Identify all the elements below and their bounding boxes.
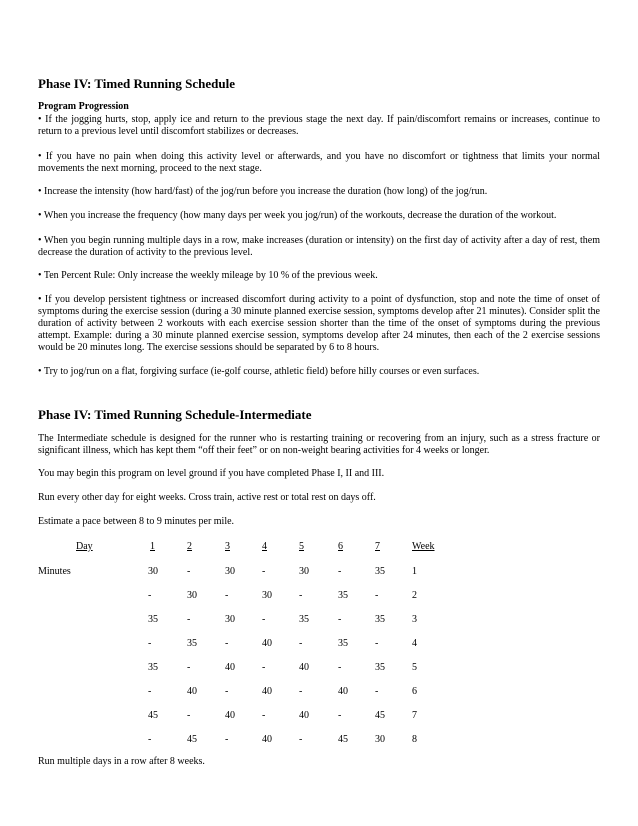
minutes-cell: -	[262, 710, 266, 721]
minutes-cell: 35	[375, 662, 385, 673]
bullet-3: • Increase the intensity (how hard/fast) of the jog/run before you increase the duration (how long) of the jog/run.	[38, 186, 488, 197]
header-day-5: 5	[299, 541, 304, 552]
week-number-cell: 5	[412, 662, 417, 673]
minutes-cell: 40	[338, 686, 348, 697]
bullet-6: • Ten Percent Rule: Only increase the weekly mileage by 10 % of the previous week.	[38, 270, 378, 281]
minutes-cell: -	[299, 590, 303, 601]
week-number-cell: 3	[412, 614, 417, 625]
minutes-cell: 45	[338, 734, 348, 745]
week-number-cell: 2	[412, 590, 417, 601]
intermediate-para-1: The Intermediate schedule is designed for the runner who is restarting training or recovering from an injury, such as a stress fracture or significant illness, which has kept them “off their feet” or on non-weight bearing activities for 4 weeks or longer.	[38, 433, 600, 456]
row-label-minutes: Minutes	[38, 566, 71, 577]
minutes-cell: 35	[338, 590, 348, 601]
minutes-cell: 35	[299, 614, 309, 625]
minutes-cell: -	[338, 614, 342, 625]
schedule-table	[38, 0, 600, 826]
header-day-1: 1	[150, 541, 155, 552]
minutes-cell: -	[225, 734, 229, 745]
bullet-8: • Try to jog/run on a flat, forgiving surface (ie-golf course, athletic field) before hilly courses or even surfaces.	[38, 366, 480, 377]
minutes-cell: 30	[262, 590, 272, 601]
minutes-cell: -	[148, 590, 152, 601]
minutes-cell: 30	[375, 734, 385, 745]
week-number-cell: 4	[412, 638, 417, 649]
week-number-cell: 7	[412, 710, 417, 721]
minutes-cell: 30	[148, 566, 158, 577]
minutes-cell: 40	[262, 734, 272, 745]
bullet-4: • When you increase the frequency (how many days per week you jog/run) of the workouts, decrease the duration of the workout.	[38, 210, 557, 221]
minutes-cell: 40	[187, 686, 197, 697]
minutes-cell: 35	[187, 638, 197, 649]
minutes-cell: -	[262, 614, 266, 625]
minutes-cell: -	[148, 686, 152, 697]
minutes-cell: -	[148, 638, 152, 649]
minutes-cell: 30	[299, 566, 309, 577]
minutes-cell: 45	[375, 710, 385, 721]
minutes-cell: 40	[225, 710, 235, 721]
minutes-cell: 40	[262, 686, 272, 697]
minutes-cell: -	[375, 686, 379, 697]
minutes-cell: 35	[148, 662, 158, 673]
minutes-cell: 45	[148, 710, 158, 721]
minutes-cell: -	[225, 686, 229, 697]
minutes-cell: 40	[299, 710, 309, 721]
minutes-cell: -	[187, 710, 191, 721]
minutes-cell: -	[187, 566, 191, 577]
bullet-2: • If you have no pain when doing this activity level or afterwards, and you have no discomfort or tightness that limits your normal movements the next morning, proceed to the next stage.	[38, 151, 600, 174]
minutes-cell: 35	[338, 638, 348, 649]
header-day-7: 7	[375, 541, 380, 552]
minutes-cell: -	[338, 710, 342, 721]
minutes-cell: -	[148, 734, 152, 745]
minutes-cell: -	[375, 590, 379, 601]
minutes-cell: -	[299, 734, 303, 745]
minutes-cell: 35	[375, 614, 385, 625]
header-day-3: 3	[225, 541, 230, 552]
minutes-cell: 35	[148, 614, 158, 625]
header-day: Day	[76, 541, 93, 552]
phase-title: Phase IV: Timed Running Schedule	[38, 76, 235, 91]
minutes-cell: 30	[225, 614, 235, 625]
minutes-cell: -	[187, 614, 191, 625]
minutes-cell: 30	[225, 566, 235, 577]
bullet-5: • When you begin running multiple days in a row, make increases (duration or intensity) on the first day of activity after a day of rest, them decrease the duration of activity to the previous level.	[38, 235, 600, 258]
week-number-cell: 8	[412, 734, 417, 745]
intermediate-para-4: Estimate a pace between 8 to 9 minutes per mile.	[38, 516, 235, 527]
week-number-cell: 1	[412, 566, 417, 577]
minutes-cell: 40	[262, 638, 272, 649]
minutes-cell: 40	[299, 662, 309, 673]
minutes-cell: -	[299, 638, 303, 649]
minutes-cell: 40	[225, 662, 235, 673]
header-day-4: 4	[262, 541, 267, 552]
minutes-cell: -	[299, 686, 303, 697]
minutes-cell: -	[187, 662, 191, 673]
minutes-cell: -	[225, 590, 229, 601]
minutes-cell: 30	[187, 590, 197, 601]
minutes-cell: -	[375, 638, 379, 649]
minutes-cell: -	[262, 566, 266, 577]
progression-heading: Program Progression	[38, 101, 129, 112]
minutes-cell: -	[225, 638, 229, 649]
header-day-2: 2	[187, 541, 192, 552]
footer-note: Run multiple days in a row after 8 weeks.	[38, 756, 205, 767]
minutes-cell: 35	[375, 566, 385, 577]
intermediate-para-3: Run every other day for eight weeks. Cross train, active rest or total rest on days off.	[38, 492, 376, 503]
header-week: Week	[412, 541, 435, 552]
minutes-cell: -	[262, 662, 266, 673]
intermediate-title: Phase IV: Timed Running Schedule-Intermediate	[38, 407, 312, 422]
minutes-cell: -	[338, 662, 342, 673]
week-number-cell: 6	[412, 686, 417, 697]
minutes-cell: -	[338, 566, 342, 577]
intermediate-para-2: You may begin this program on level ground if you have completed Phase I, II and III.	[38, 468, 385, 479]
bullet-7: • If you develop persistent tightness or increased discomfort during activity to a point of dysfunction, stop and note the time of onset of symptoms during the exercise session (during a 30 minute planned exercise session, symptoms develop after 21 minutes). Consider split the duration of activity between 2 workouts with each exercise session shorter than the time of the onset of symptoms during the previous attempt. Example: during a 30 minute planned exercise session, symptoms develop after 24 minutes, then each of the 2 exercise sessions would be 20 minutes long. The exercise sessions should be separated by 6 to 8 hours.	[38, 294, 600, 353]
bullet-1: • If the jogging hurts, stop, apply ice and return to the previous stage the next day. If pain/discomfort remains or increases, continue to return to a previous level until discomfort stabilizes or decreases.	[38, 114, 600, 137]
minutes-cell: 45	[187, 734, 197, 745]
header-day-6: 6	[338, 541, 343, 552]
